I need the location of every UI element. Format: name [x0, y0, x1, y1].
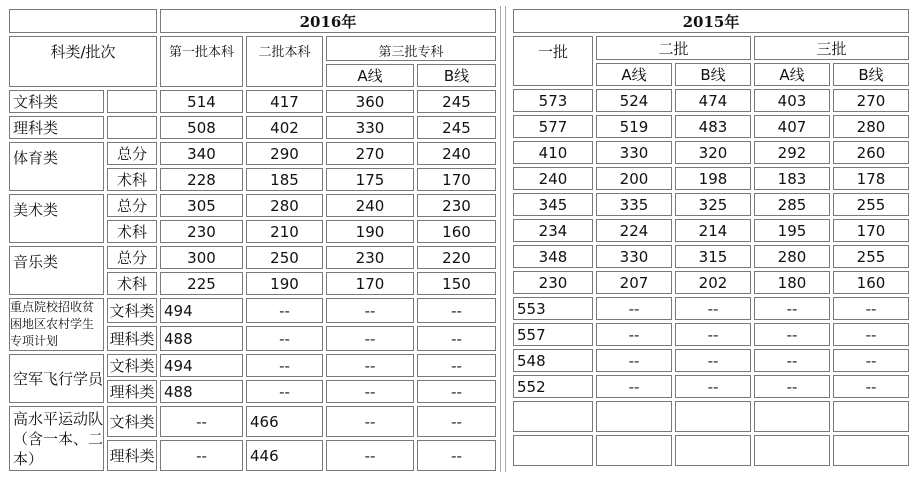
cell-value: 270 [326, 142, 414, 165]
table-row [9, 90, 496, 113]
table-row [513, 401, 909, 432]
cell-value [675, 401, 751, 432]
cell-value: 488 [160, 326, 243, 351]
cell-value: 402 [246, 116, 323, 139]
cell-value: 170 [326, 272, 414, 295]
cell-value: 245 [417, 90, 496, 113]
cell-value: 225 [160, 272, 243, 295]
row-label: 空军飞行学员 [9, 354, 104, 403]
cell-value: 160 [833, 271, 909, 294]
cell-value: 325 [675, 193, 751, 216]
cell-value: 270 [833, 89, 909, 112]
cell-value: -- [246, 326, 323, 351]
cell-value: 407 [754, 115, 830, 138]
cell-value [754, 401, 830, 432]
cell-value: 220 [417, 246, 496, 269]
cell-value: -- [326, 440, 414, 471]
cell-value: 524 [596, 89, 672, 112]
cell-value: 202 [675, 271, 751, 294]
cell-value: 557 [513, 323, 593, 346]
cell-value: -- [754, 323, 830, 346]
cell-value: 280 [754, 245, 830, 268]
row-sub: 文科类 [107, 354, 157, 377]
cell-value [833, 401, 909, 432]
cell-value: 195 [754, 219, 830, 242]
cell-value: -- [417, 406, 496, 437]
cell-value: 183 [754, 167, 830, 190]
table-2015 [510, 6, 912, 469]
table-row [513, 167, 909, 190]
table-row [9, 116, 496, 139]
cell-value: -- [833, 375, 909, 398]
cell-value [675, 435, 751, 466]
category-header: 科类/批次 [9, 36, 157, 87]
cell-value: 410 [513, 141, 593, 164]
cell-value: 494 [160, 298, 243, 323]
row-sub: 文科类 [107, 298, 157, 323]
row-sub: 总分 [107, 142, 157, 165]
cell-value: -- [675, 323, 751, 346]
table-row [513, 141, 909, 164]
table-row [513, 349, 909, 372]
cell-value: 280 [246, 194, 323, 217]
cell-value: 519 [596, 115, 672, 138]
cell-value: -- [160, 406, 243, 437]
cell-value: 474 [675, 89, 751, 112]
cell-value: 180 [754, 271, 830, 294]
cell-value: 200 [596, 167, 672, 190]
cell-value: 230 [160, 220, 243, 243]
batch1-header: 一批 [513, 36, 593, 86]
cell-value: 240 [513, 167, 593, 190]
cell-value: -- [417, 298, 496, 323]
cell-value: -- [417, 380, 496, 403]
cell-value: -- [754, 375, 830, 398]
cell-value: 446 [246, 440, 323, 471]
cell-value [596, 435, 672, 466]
cell-value: 240 [417, 142, 496, 165]
cell-value: 280 [833, 115, 909, 138]
row-label: 重点院校招收贫困地区农村学生专项计划 [9, 298, 104, 351]
cell-value: 255 [833, 245, 909, 268]
cell-value: 210 [246, 220, 323, 243]
table-row [513, 219, 909, 242]
cell-value: 240 [326, 194, 414, 217]
cell-value: -- [596, 323, 672, 346]
table-row [9, 406, 496, 437]
cell-value: 300 [160, 246, 243, 269]
table-row [9, 142, 496, 165]
batch2-header: 二批本科 [246, 36, 323, 87]
row-sub [107, 116, 157, 139]
cell-value: 255 [833, 193, 909, 216]
cell-value: 348 [513, 245, 593, 268]
cell-value: -- [754, 297, 830, 320]
cell-value: 230 [513, 271, 593, 294]
table-row [513, 297, 909, 320]
cell-value: 552 [513, 375, 593, 398]
cell-value: -- [675, 349, 751, 372]
cell-value: 224 [596, 219, 672, 242]
cell-value: 230 [417, 194, 496, 217]
cell-value: 488 [160, 380, 243, 403]
cell-value: -- [326, 406, 414, 437]
cell-value: 190 [326, 220, 414, 243]
row-label: 文科类 [9, 90, 104, 113]
row-sub: 理科类 [107, 440, 157, 471]
line-a-header: A线 [596, 63, 672, 86]
table-row [9, 298, 496, 323]
cell-value: 228 [160, 168, 243, 191]
table-2016 [6, 6, 499, 474]
cell-value: 175 [326, 168, 414, 191]
cell-value: 320 [675, 141, 751, 164]
batch1-header: 第一批本科 [160, 36, 243, 87]
row-sub: 术科 [107, 272, 157, 295]
cell-value: -- [833, 297, 909, 320]
cell-value: 234 [513, 219, 593, 242]
table-row [513, 435, 909, 466]
cell-value: 417 [246, 90, 323, 113]
cell-value: 214 [675, 219, 751, 242]
column-divider [500, 6, 506, 472]
cell-value: 207 [596, 271, 672, 294]
line-b-header: B线 [417, 64, 496, 87]
cell-value: 494 [160, 354, 243, 377]
table-row [513, 89, 909, 112]
year-header-2016: 2016年 [160, 9, 496, 33]
batch3-header: 三批 [754, 36, 909, 60]
table-row [9, 194, 496, 217]
cell-value: 573 [513, 89, 593, 112]
cell-value: 285 [754, 193, 830, 216]
batch2-header: 二批 [596, 36, 751, 60]
cell-value: 403 [754, 89, 830, 112]
cell-value: 345 [513, 193, 593, 216]
cell-value: -- [417, 354, 496, 377]
cell-value: -- [326, 326, 414, 351]
cell-value: -- [246, 298, 323, 323]
batch3-header: 第三批专科 [326, 36, 496, 61]
year-header-2015: 2015年 [513, 9, 909, 33]
row-sub: 术科 [107, 168, 157, 191]
line-a-header: A线 [754, 63, 830, 86]
line-b-header: B线 [675, 63, 751, 86]
table-row [9, 246, 496, 269]
line-b-header: B线 [833, 63, 909, 86]
cell-value: -- [160, 440, 243, 471]
row-label: 高水平运动队（含一本、二本） [9, 406, 104, 471]
cell-value: 553 [513, 297, 593, 320]
cell-value: 577 [513, 115, 593, 138]
cell-value: 185 [246, 168, 323, 191]
cell-value: -- [326, 354, 414, 377]
cell-value [754, 435, 830, 466]
table-row [513, 375, 909, 398]
row-sub: 理科类 [107, 326, 157, 351]
row-label: 美术类 [9, 194, 104, 243]
cell-value: 170 [417, 168, 496, 191]
cell-value: -- [754, 349, 830, 372]
table-row [513, 115, 909, 138]
cell-value: -- [326, 380, 414, 403]
row-sub: 总分 [107, 246, 157, 269]
row-label: 音乐类 [9, 246, 104, 295]
cell-value: 330 [596, 245, 672, 268]
cell-value: -- [417, 440, 496, 471]
cell-value: 170 [833, 219, 909, 242]
cell-value: 230 [326, 246, 414, 269]
row-label: 体育类 [9, 142, 104, 191]
cell-value: 245 [417, 116, 496, 139]
table-row [9, 354, 496, 377]
cell-value: 198 [675, 167, 751, 190]
table-row [513, 193, 909, 216]
cell-value: 260 [833, 141, 909, 164]
cell-value: -- [596, 375, 672, 398]
row-sub: 文科类 [107, 406, 157, 437]
cell-value: 548 [513, 349, 593, 372]
row-sub: 术科 [107, 220, 157, 243]
cell-value: -- [596, 349, 672, 372]
cell-value: 250 [246, 246, 323, 269]
cell-value [833, 435, 909, 466]
cell-value: -- [833, 349, 909, 372]
table-row [513, 271, 909, 294]
cell-value: 514 [160, 90, 243, 113]
cell-value: 150 [417, 272, 496, 295]
cell-value: 330 [326, 116, 414, 139]
cell-value [596, 401, 672, 432]
cell-value: 340 [160, 142, 243, 165]
row-label: 理科类 [9, 116, 104, 139]
cell-value: -- [596, 297, 672, 320]
cell-value: -- [246, 380, 323, 403]
cell-value: -- [246, 354, 323, 377]
cell-value: -- [417, 326, 496, 351]
cell-value: 360 [326, 90, 414, 113]
cell-value: 178 [833, 167, 909, 190]
cell-value: -- [675, 297, 751, 320]
cell-value: -- [326, 298, 414, 323]
cell-value [513, 435, 593, 466]
cell-value: 315 [675, 245, 751, 268]
cell-value: 190 [246, 272, 323, 295]
cell-value: 330 [596, 141, 672, 164]
cell-value: 290 [246, 142, 323, 165]
row-sub [107, 90, 157, 113]
cell-value: 335 [596, 193, 672, 216]
cell-value: -- [833, 323, 909, 346]
table-row [513, 323, 909, 346]
cell-value: 305 [160, 194, 243, 217]
corner-blank-cell [9, 9, 157, 33]
line-a-header: A线 [326, 64, 414, 87]
row-sub: 理科类 [107, 380, 157, 403]
cell-value: 466 [246, 406, 323, 437]
cell-value: 292 [754, 141, 830, 164]
table-row [513, 245, 909, 268]
cell-value: 160 [417, 220, 496, 243]
cell-value: -- [675, 375, 751, 398]
cell-value [513, 401, 593, 432]
row-sub: 总分 [107, 194, 157, 217]
cell-value: 483 [675, 115, 751, 138]
cell-value: 508 [160, 116, 243, 139]
